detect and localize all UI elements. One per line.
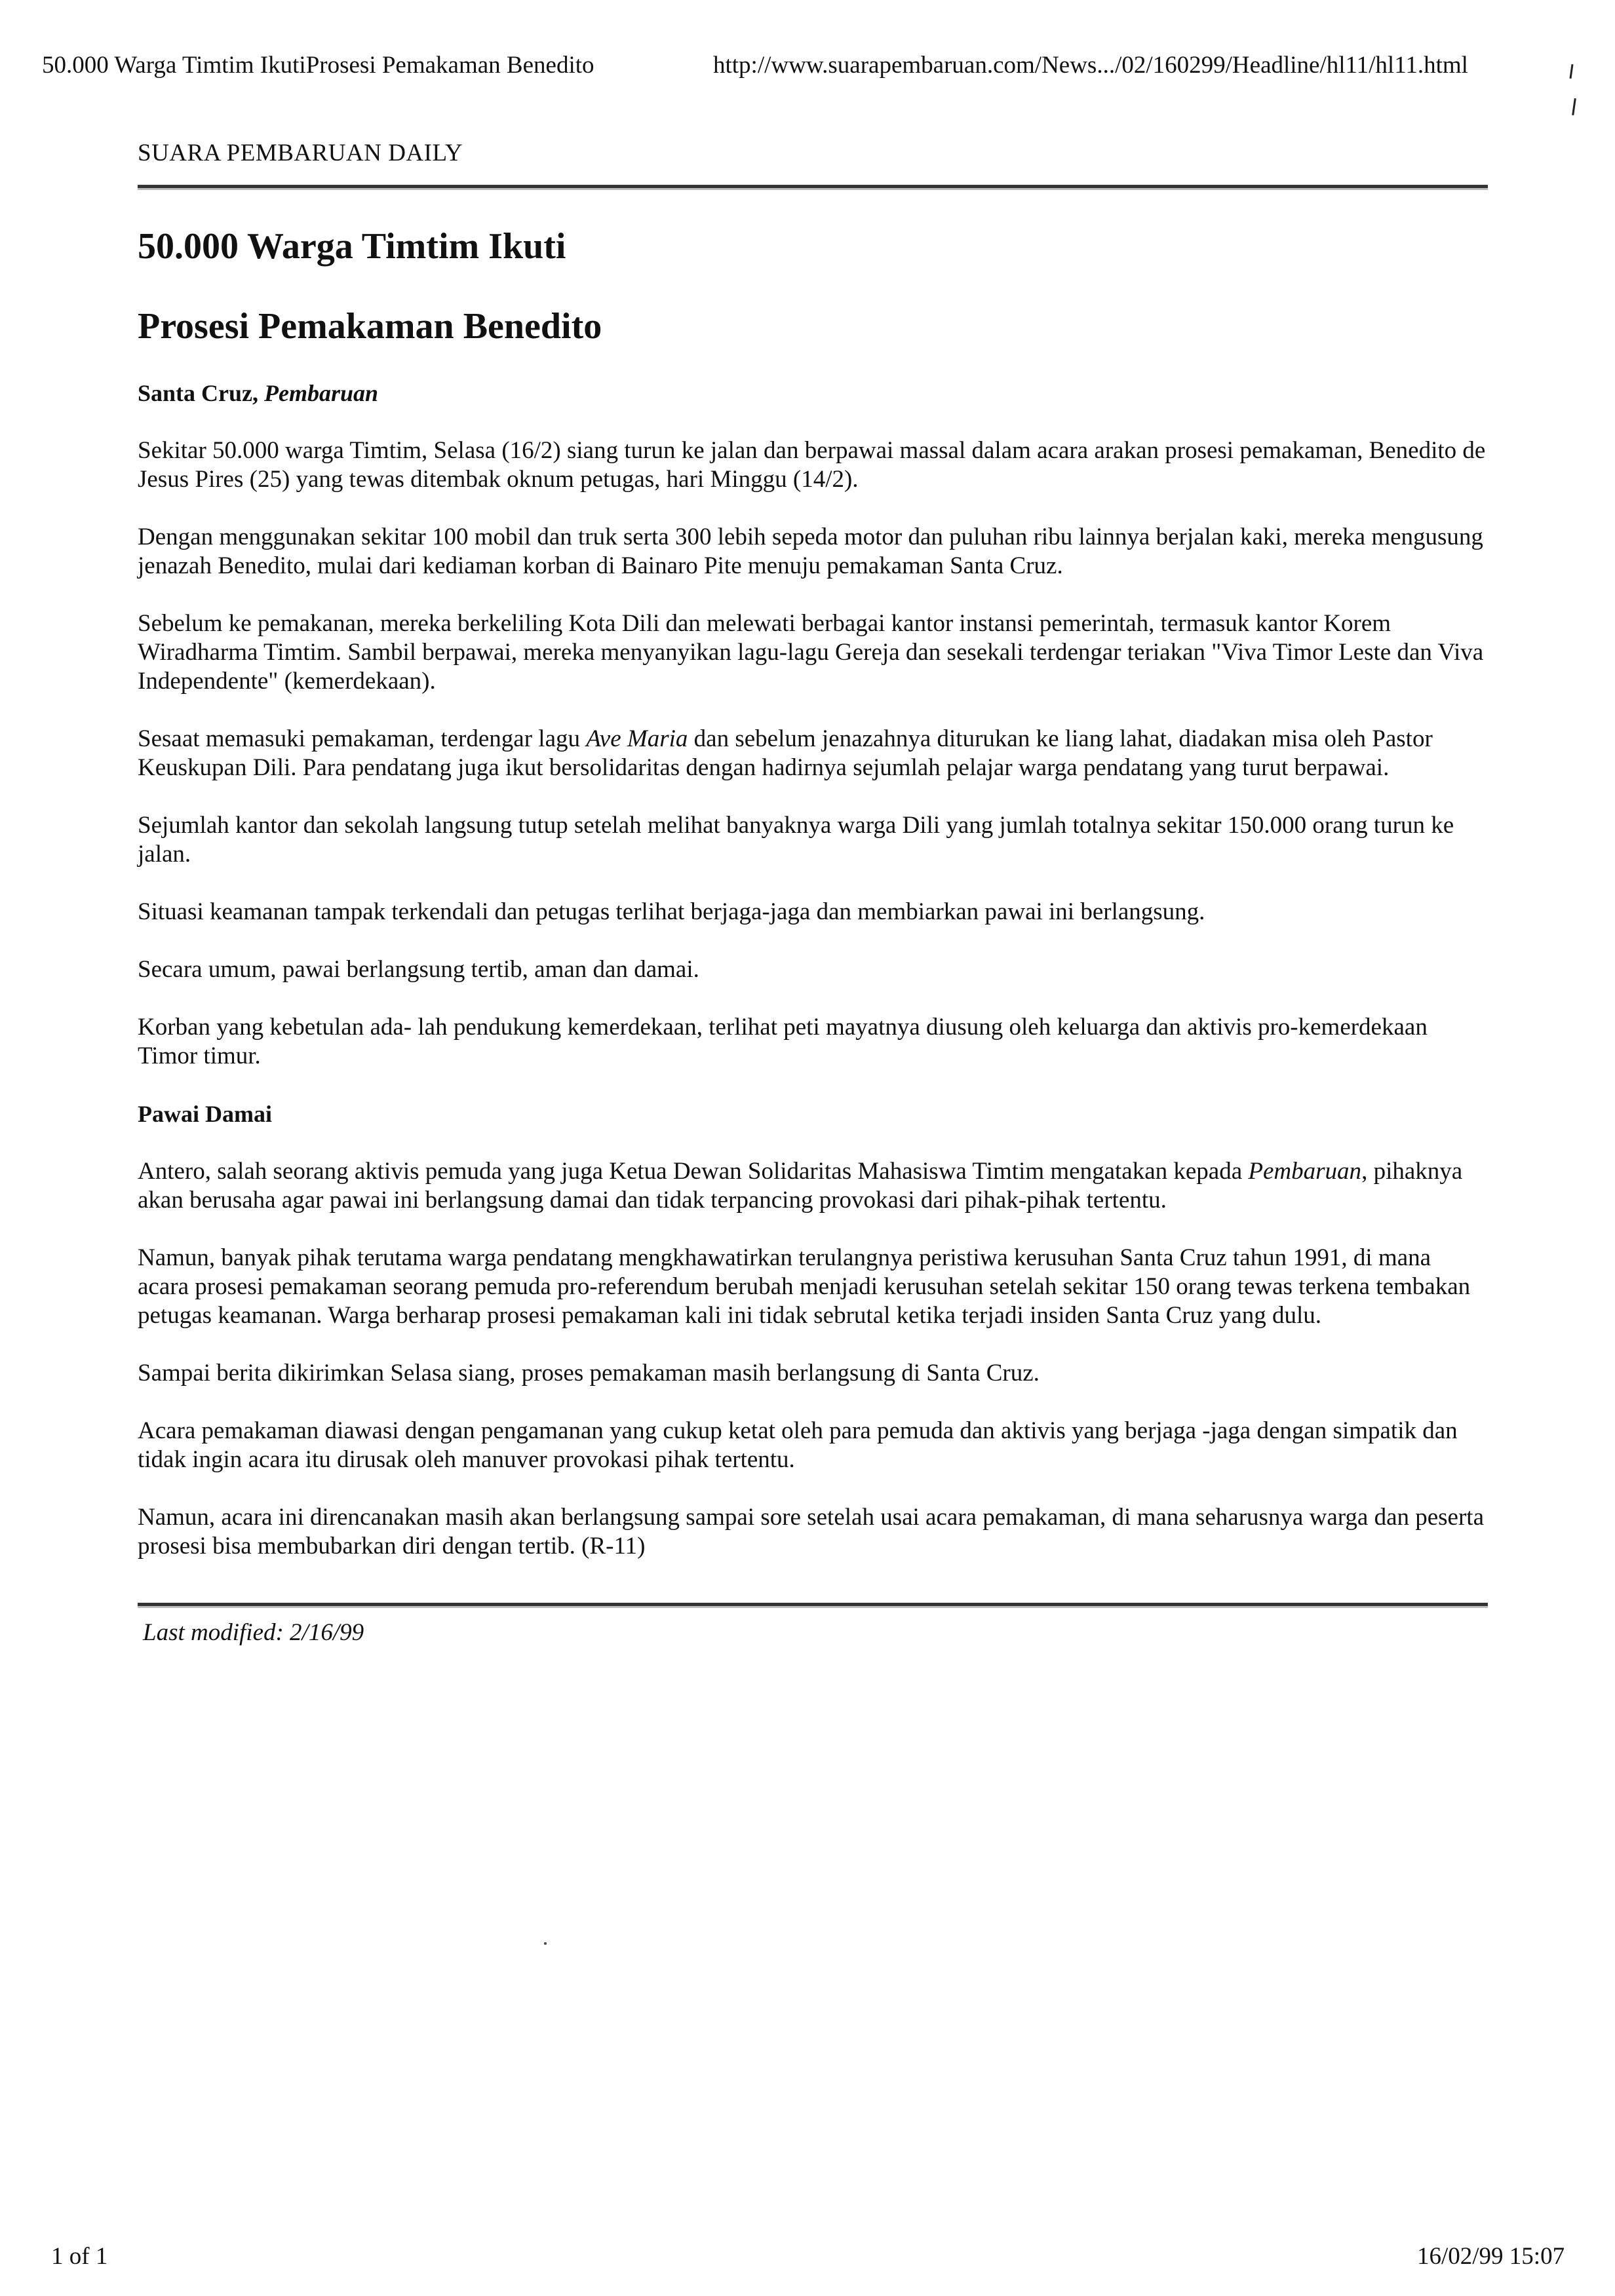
print-header-title: 50.000 Warga Timtim IkutiProsesi Pemakaman Benedito [42, 52, 594, 79]
article-body [138, 436, 1488, 1561]
article-paragraph: Situasi keamanan tampak terkendali dan petugas terlihat berjaga-jaga dan membiarkan pawai ini berlangsung. [138, 898, 1205, 925]
article-paragraph: Sebelum ke pemakanan, mereka berkeliling Kota Dili dan melewati berbagai kantor instansi pemerintah, termasuk kantor Korem Wiradharma Timtim. Sambil berpawai, mereka menyanyikan lagu-lagu Gereja dan sesekali terdengar teriakan "Viva Timor Leste dan Viva Independente" (kemerdekaan). [138, 610, 1484, 695]
article-paragraph: Korban yang kebetulan ada- lah pendukung kemerdekaan, terlihat peti mayatnya diusung oleh keluarga dan aktivis pro-kemerdekaan Timor timur. [138, 1014, 1428, 1069]
article-paragraph: Sampai berita dikirimkan Selasa siang, proses pemakaman masih berlangsung di Santa Cruz. [138, 1360, 1040, 1387]
article-page [138, 139, 1488, 1647]
section-subhead: Pawai Damai [138, 1101, 272, 1127]
article-paragraph [138, 725, 1488, 782]
article-paragraph: Sejumlah kantor dan sekolah langsung tutup setelah melihat banyaknya warga Dili yang jumlah totalnya sekitar 150.000 orang turun ke jalan. [138, 812, 1454, 868]
scan-speck [544, 1942, 547, 1945]
headline-line-2: Prosesi Pemakaman Benedito [138, 306, 602, 347]
article-paragraph: Namun, banyak pihak terutama warga pendatang mengkhawatirkan terulangnya peristiwa kerusuhan Santa Cruz tahun 1991, di mana acara prosesi pemakaman seorang pemuda pro-referendum berubah menjadi kerusuhan setelah sekitar 150 orang tewas terkena tembakan petugas keamanan. Warga berharap prosesi pemakaman kali ini tidak sebrutal ketika terjadi insiden Santa Cruz yang dulu. [138, 1244, 1471, 1329]
article-paragraph: Dengan menggunakan sekitar 100 mobil dan truk serta 300 lebih sepeda motor dan puluhan ribu lainnya berjalan kaki, mereka mengusung jenazah Benedito, mulai dari kediaman korban di Bainaro Pite menuju pemakaman Santa Cruz. [138, 524, 1483, 579]
stray-pen-mark [1569, 64, 1573, 79]
top-divider [138, 185, 1488, 190]
newspaper-name: Pembaruan [1248, 1158, 1362, 1185]
stray-pen-mark [1572, 98, 1576, 115]
article-paragraph: Acara pemakaman diawasi dengan pengamanan yang cukup ketat oleh para pemuda dan aktivis yang berjaga -jaga dengan simpatik dan tidak ingin acara itu dirusak oleh manuver provokasi pihak tertentu. [138, 1417, 1458, 1473]
article-paragraph: Sekitar 50.000 warga Timtim, Selasa (16/2) siang turun ke jalan dan berpawai massal dalam acara arakan prosesi pemakaman, Benedito de Jesus Pires (25) yang tewas ditembak oknum petugas, hari Minggu (14/2). [138, 437, 1486, 493]
print-footer-page: 1 of 1 [51, 2243, 108, 2270]
last-modified: Last modified: 2/16/99 [143, 1619, 364, 1646]
headline-line-1: 50.000 Warga Timtim Ikuti [138, 226, 566, 267]
song-title: Ave Maria [586, 725, 688, 752]
dateline [138, 379, 1488, 408]
print-footer-datetime: 16/02/99 15:07 [1417, 2243, 1565, 2270]
paragraph-text: Antero, salah seorang aktivis pemuda yang juga Ketua Dewan Solidaritas Mahasiswa Timtim mengatakan kepada [138, 1158, 1249, 1185]
bottom-divider [138, 1603, 1488, 1608]
print-header-url: http://www.suarapembaruan.com/News.../02/160299/Headline/hl11/hl11.html [713, 52, 1468, 79]
paragraph-text: dan sebelum jenazahnya diturukan ke liang lahat, diadakan misa oleh Pastor Keuskupan Dili. Para pendatang juga ikut bersolidaritas dengan hadirnya sejumlah pelajar warga pendatang yang turut berpawai. [138, 725, 1433, 781]
article-paragraph: Secara umum, pawai berlangsung tertib, aman dan damai. [138, 956, 699, 983]
article-paragraph: Namun, acara ini direncanakan masih akan berlangsung sampai sore setelah usai acara pemakaman, di mana seharusnya warga dan peserta prosesi bisa membubarkan diri dengan tertib. (R-11) [138, 1504, 1485, 1559]
publication-name: SUARA PEMBARUAN DAILY [138, 140, 463, 166]
paragraph-text: Sesaat memasuki pemakaman, terdengar lagu [138, 725, 587, 752]
paragraph-text: , pihaknya akan berusaha agar pawai ini berlangsung damai dan tidak terpancing provokasi dari pihak-pihak tertentu. [138, 1158, 1463, 1214]
article-paragraph [138, 1157, 1488, 1215]
dateline-source: Pembaruan [264, 380, 379, 406]
dateline-place: Santa Cruz, [138, 380, 259, 406]
